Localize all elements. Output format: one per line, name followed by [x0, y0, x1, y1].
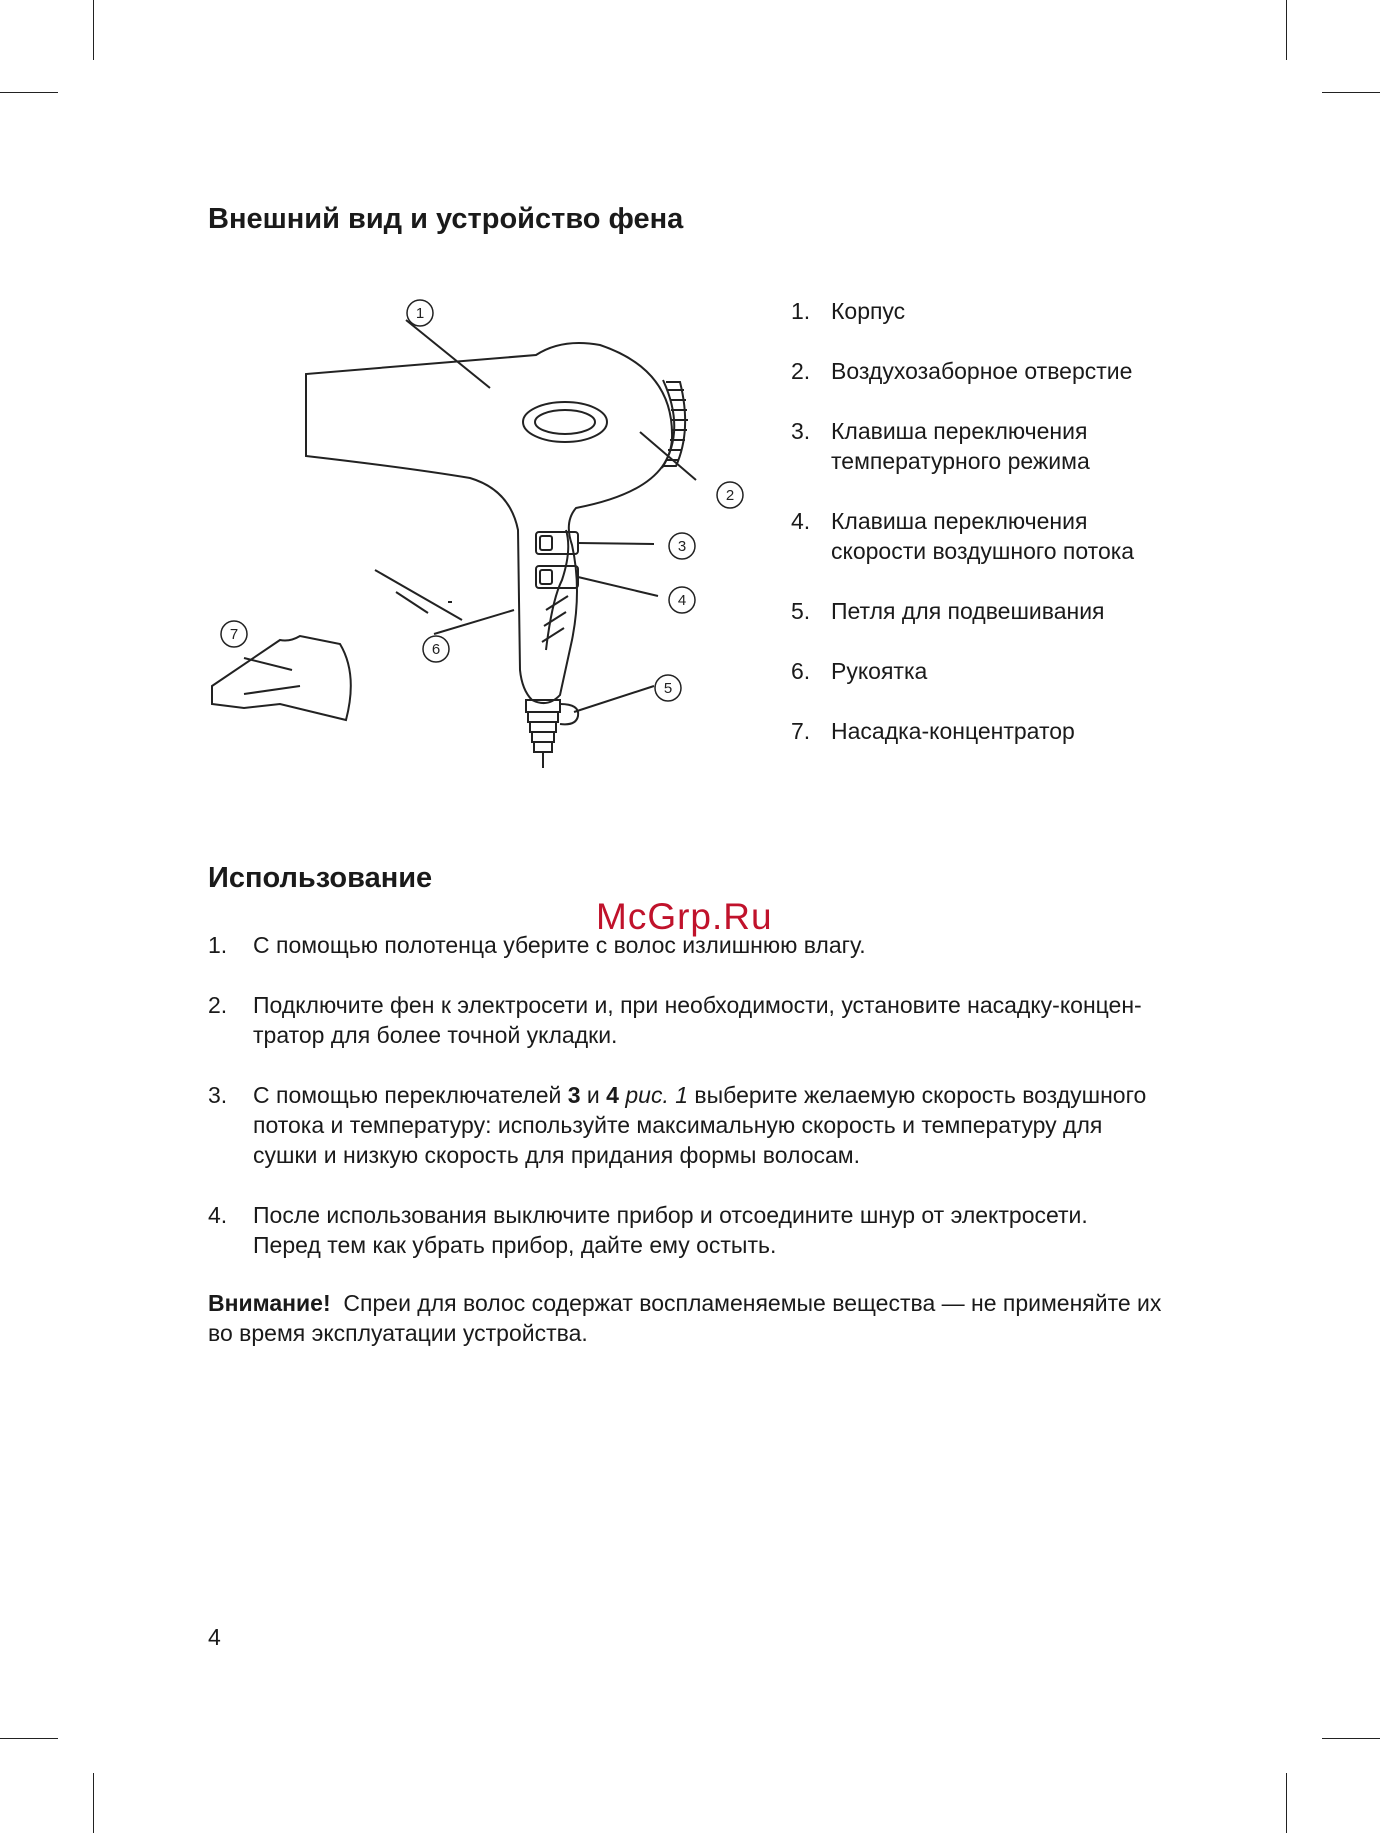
crop-mark [1322, 92, 1380, 93]
page-number: 4 [208, 1624, 221, 1650]
callout-4: 4 [677, 592, 687, 609]
list-item: 2. Подключите фен к электросети и, при необходимости, установите насадку-концен- тратор для более точной укладки. [208, 992, 1142, 1048]
watermark: McGrp.Ru [596, 896, 773, 937]
list-item: 6. Рукоятка [791, 658, 928, 684]
callout-5: 5 [663, 680, 673, 697]
callout-1: 1 [415, 305, 425, 322]
crop-mark [93, 0, 94, 60]
list-item: 1. С помощью полотенца уберите с волос излишнюю влагу. [208, 932, 866, 958]
list-item: 4. Клавиша переключения скорости воздушного потока [791, 508, 1135, 564]
crop-mark [1286, 0, 1287, 60]
list-item: 7. Насадка-концентратор [791, 718, 1075, 744]
section-title-device: Внешний вид и устройство фена [208, 203, 684, 235]
callout-6: 6 [431, 641, 441, 658]
list-item: 5. Петля для подвешивания [791, 598, 1105, 624]
crop-mark [0, 1738, 58, 1739]
section-title-usage: Использование [208, 862, 433, 894]
warning-note: Внимание! Спреи для волос содержат воспламеняемые вещества — не применяйте их во время эксплуатации устройства. [208, 1290, 1162, 1346]
callout-3: 3 [677, 538, 687, 555]
callout-7: 7 [229, 626, 239, 643]
list-item: 3. Клавиша переключения температурного режима [791, 418, 1090, 474]
crop-mark [93, 1773, 94, 1833]
crop-mark [1322, 1738, 1380, 1739]
warning-label: Внимание! [208, 1290, 331, 1316]
list-item: 1. Корпус [791, 298, 906, 324]
list-item: 4. После использования выключите прибор и отсоедините шнур от электросети. Перед тем как убрать прибор, дайте ему остыть. [208, 1202, 1088, 1258]
crop-mark [0, 92, 58, 93]
hair-dryer-illustration [200, 290, 760, 780]
list-item: 3. С помощью переключателей 3 и 4 рис. 1 выберите желаемую скорость воздушного потока и температуру: используйте максимальную скорость и температуру для сушки и низкую скорость для придания формы волосам. [208, 1082, 1147, 1168]
crop-mark [1286, 1773, 1287, 1833]
list-item: 2. Воздухозаборное отверстие [791, 358, 1133, 384]
callout-2: 2 [725, 487, 735, 504]
